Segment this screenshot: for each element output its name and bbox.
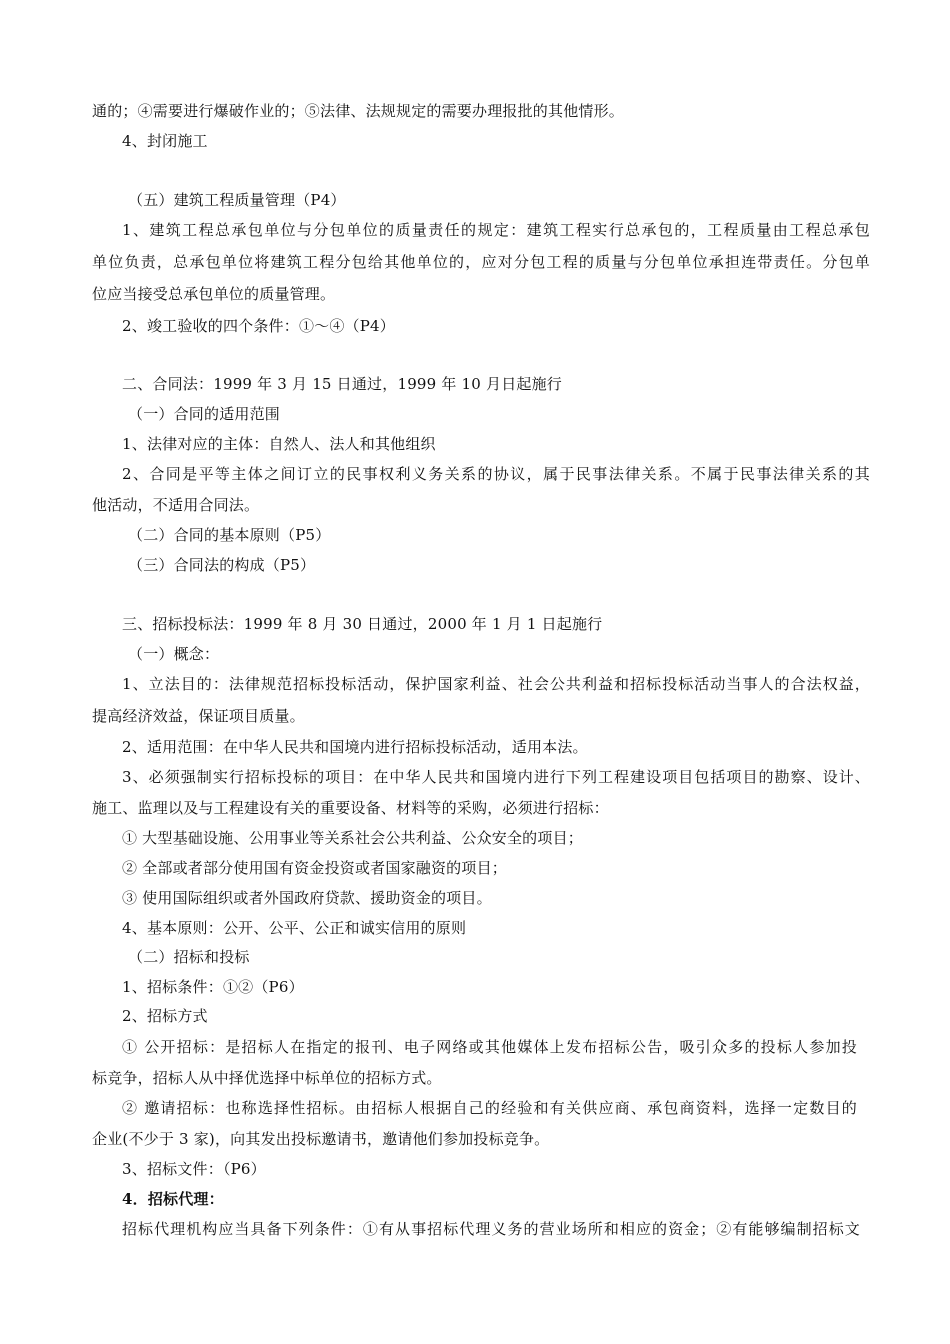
text-line: 标竞争，招标人从中择优选择中标单位的招标方式。 [92,1069,442,1087]
text-line: 位应当接受总承包单位的质量管理。 [92,285,336,303]
subsection-heading: （二）招标和投标 [128,948,250,966]
text-line: 企业(不少于 3 家)，向其发出投标邀请书，邀请他们参加投标竞争。 [92,1130,550,1148]
section-heading: （五）建筑工程质量管理（P4） [128,191,346,209]
text-line: 1、建筑工程总承包单位与分包单位的质量责任的规定：建筑工程实行总承包的，工程质量由工程总承包 [122,221,870,239]
subsection-heading: （三）合同法的构成（P5） [128,556,316,574]
subsection-heading: （一）概念： [128,645,220,663]
text-line: 2、合同是平等主体之间订立的民事权利义务关系的协议，属于民事法律关系。不属于民事法律关系的其 [122,465,870,483]
text-line: 2、竣工验收的四个条件：①～④（P4） [122,317,395,335]
list-item: ② 邀请招标：也称选择性招标。由招标人根据自己的经验和有关供应商、承包商资料，选择一定数目的 [122,1099,857,1117]
text-line: 施工、监理以及与工程建设有关的重要设备、材料等的采购，必须进行招标： [92,799,609,817]
text-line: 他活动，不适用合同法。 [92,496,260,514]
list-item: ① 公开招标：是招标人在指定的报刊、电子网络或其他媒体上发布招标公告，吸引众多的投标人参加投 [122,1038,857,1056]
list-item: ③ 使用国际组织或者外国政府贷款、援助资金的项目。 [122,889,492,907]
text-line: 4、封闭施工 [122,132,208,150]
text-line: 4、基本原则：公开、公平、公正和诚实信用的原则 [122,919,467,937]
section-heading: 二、合同法：1999 年 3 月 15 日通过，1999 年 10 月日起施行 [122,375,563,393]
list-item: ① 大型基础设施、公用事业等关系社会公共利益、公众安全的项目； [122,829,583,847]
subsection-heading: 4．招标代理： [122,1190,224,1208]
text-line: 1、立法目的：法律规范招标投标活动，保护国家利益、社会公共利益和招标投标活动当事人的合法权益， [122,675,870,693]
subsection-heading: （一）合同的适用范围 [128,405,281,423]
text-line: 3、招标文件：（P6） [122,1160,266,1178]
subsection-heading: （二）合同的基本原则（P5） [128,526,331,544]
text-line: 3、必须强制实行招标投标的项目：在中华人民共和国境内进行下列工程建设项目包括项目的勘察、设计、 [122,768,870,786]
text-line: 1、法律对应的主体：自然人、法人和其他组织 [122,435,436,453]
text-line: 提高经济效益，保证项目质量。 [92,707,305,725]
text-line: 通的；④需要进行爆破作业的；⑤法律、法规规定的需要办理报批的其他情形。 [92,102,625,120]
text-line: 2、适用范围：在中华人民共和国境内进行招标投标活动，适用本法。 [122,738,588,756]
text-line: 1、招标条件：①②（P6） [122,978,304,996]
text-line: 招标代理机构应当具备下列条件：①有从事招标代理义务的营业场所和相应的资金；②有能够编制招标文 [122,1220,860,1238]
text-line: 单位负责，总承包单位将建筑工程分包给其他单位的，应对分包工程的质量与分包单位承担连带责任。分包单 [92,253,870,271]
list-item: ② 全部或者部分使用国有资金投资或者国家融资的项目； [122,859,507,877]
text-line: 2、招标方式 [122,1007,208,1025]
section-heading: 三、招标投标法：1999 年 8 月 30 日通过，2000 年 1 月 1 日起施行 [122,615,603,633]
